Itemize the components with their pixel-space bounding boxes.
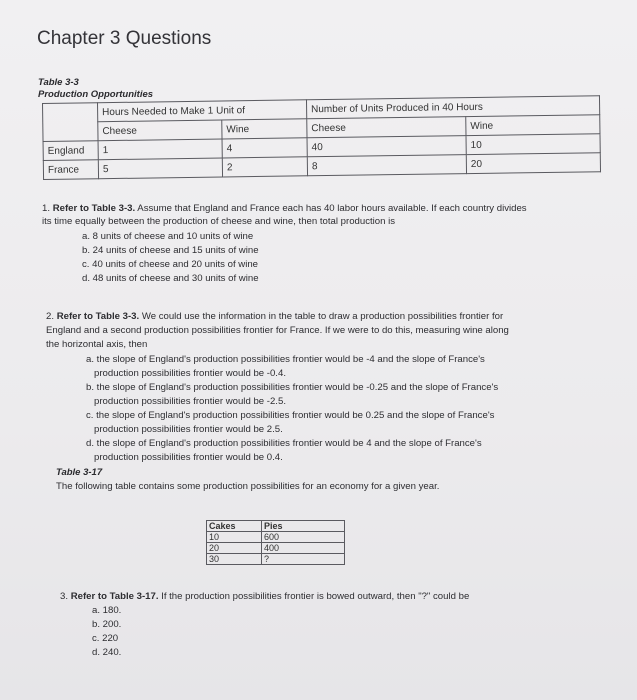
table-cell: 600 [262,532,345,543]
table-cell: 2 [222,157,307,177]
table-header-cell: Cheese [98,120,222,141]
table-header-cell: Wine [466,115,600,136]
table2-label: Table 3-17 [56,467,103,478]
table-header-cell: Wine [222,119,307,139]
table2-caption: The following table contains some production possibilities for an economy for a given year. [56,481,440,492]
table-cell: 30 [207,554,262,565]
production-opportunities-table [42,95,601,180]
table1-label: Table 3-3 [38,77,79,88]
table-cell: 4 [222,138,307,158]
table-cell: 20 [207,543,262,554]
question-text: Assume that England and France each has 40 labor hours available. If each country divides [135,203,527,214]
table-header-cell: Cakes [207,521,262,532]
table-header-cell: Cheese [307,117,466,138]
table-header-cell: Pies [262,521,345,532]
question-number: 1. [42,203,51,214]
table-cell: 400 [262,543,345,554]
table-reference: Refer to Table 3-17. [70,591,159,602]
answer-option-cont: production possibilities frontier would be -2.5. [94,396,286,407]
answer-option: b. the slope of England's production possibilities frontier would be -0.25 and the slope of France's [86,382,499,393]
question-1-line2: its time equally between the production of cheese and wine, then total production is [42,216,396,227]
answer-option: d. the slope of England's production possibilities frontier would be 4 and the slope of France's [86,438,482,449]
table-cell: ? [262,554,345,565]
question-2-line2: England and a second production possibilities frontier for France. If we were to do this, measuring wine along [46,325,509,336]
question-1-line1 [42,203,527,214]
table-reference: Refer to Table 3-3. [56,311,140,322]
table-cell [43,103,99,142]
table-cell: 20 [466,153,600,174]
answer-option-cont: production possibilities frontier would be 0.4. [94,452,283,463]
question-3-line1 [60,591,469,602]
answer-option: a. the slope of England's production possibilities frontier would be -4 and the slope of France's [86,354,485,365]
table-cell: 10 [466,134,600,155]
table-cell: 40 [307,136,466,157]
production-possibilities-table [206,520,345,565]
table-cell: 10 [207,532,262,543]
table-group-header-units: Number of Units Produced in 40 Hours [306,96,599,119]
table-cell: 1 [98,139,222,160]
question-number: 3. [60,591,69,602]
question-text: We could use the information in the table to draw a production possibilities frontier for [139,311,504,322]
answer-option: b. 200. [92,619,122,630]
question-2-line3: the horizontal axis, then [46,339,148,350]
answer-option: a. 8 units of cheese and 10 units of wine [82,231,254,242]
table1-caption: Production Opportunities [38,89,154,100]
answer-option: c. 40 units of cheese and 20 units of wine [82,259,258,270]
answer-option: c. 220 [92,633,119,644]
answer-option: d. 48 units of cheese and 30 units of wine [82,273,259,284]
page-title: Chapter 3 Questions [37,28,212,49]
table-row [207,543,345,554]
answer-option-cont: production possibilities frontier would be 2.5. [94,424,283,435]
answer-option: c. the slope of England's production possibilities frontier would be 0.25 and the slope of France's [86,410,495,421]
table-cell: 5 [98,158,222,179]
table-row [207,521,345,532]
answer-option: b. 24 units of cheese and 15 units of wine [82,245,259,256]
table-row-label: France [43,160,98,180]
table-cell: 8 [307,155,466,176]
answer-option: d. 240. [92,647,122,658]
table-row-label: England [43,141,98,161]
question-number: 2. [46,311,55,322]
answer-option: a. 180. [92,605,122,616]
question-2-line1 [46,311,503,322]
table-group-header-hours: Hours Needed to Make 1 Unit of [98,100,307,122]
table-row [207,532,345,543]
table-reference: Refer to Table 3-3. [52,203,136,214]
answer-option-cont: production possibilities frontier would be -0.4. [94,368,286,379]
question-text: If the production possibilities frontier is bowed outward, then "?" could be [158,591,470,602]
table-row [207,554,345,565]
